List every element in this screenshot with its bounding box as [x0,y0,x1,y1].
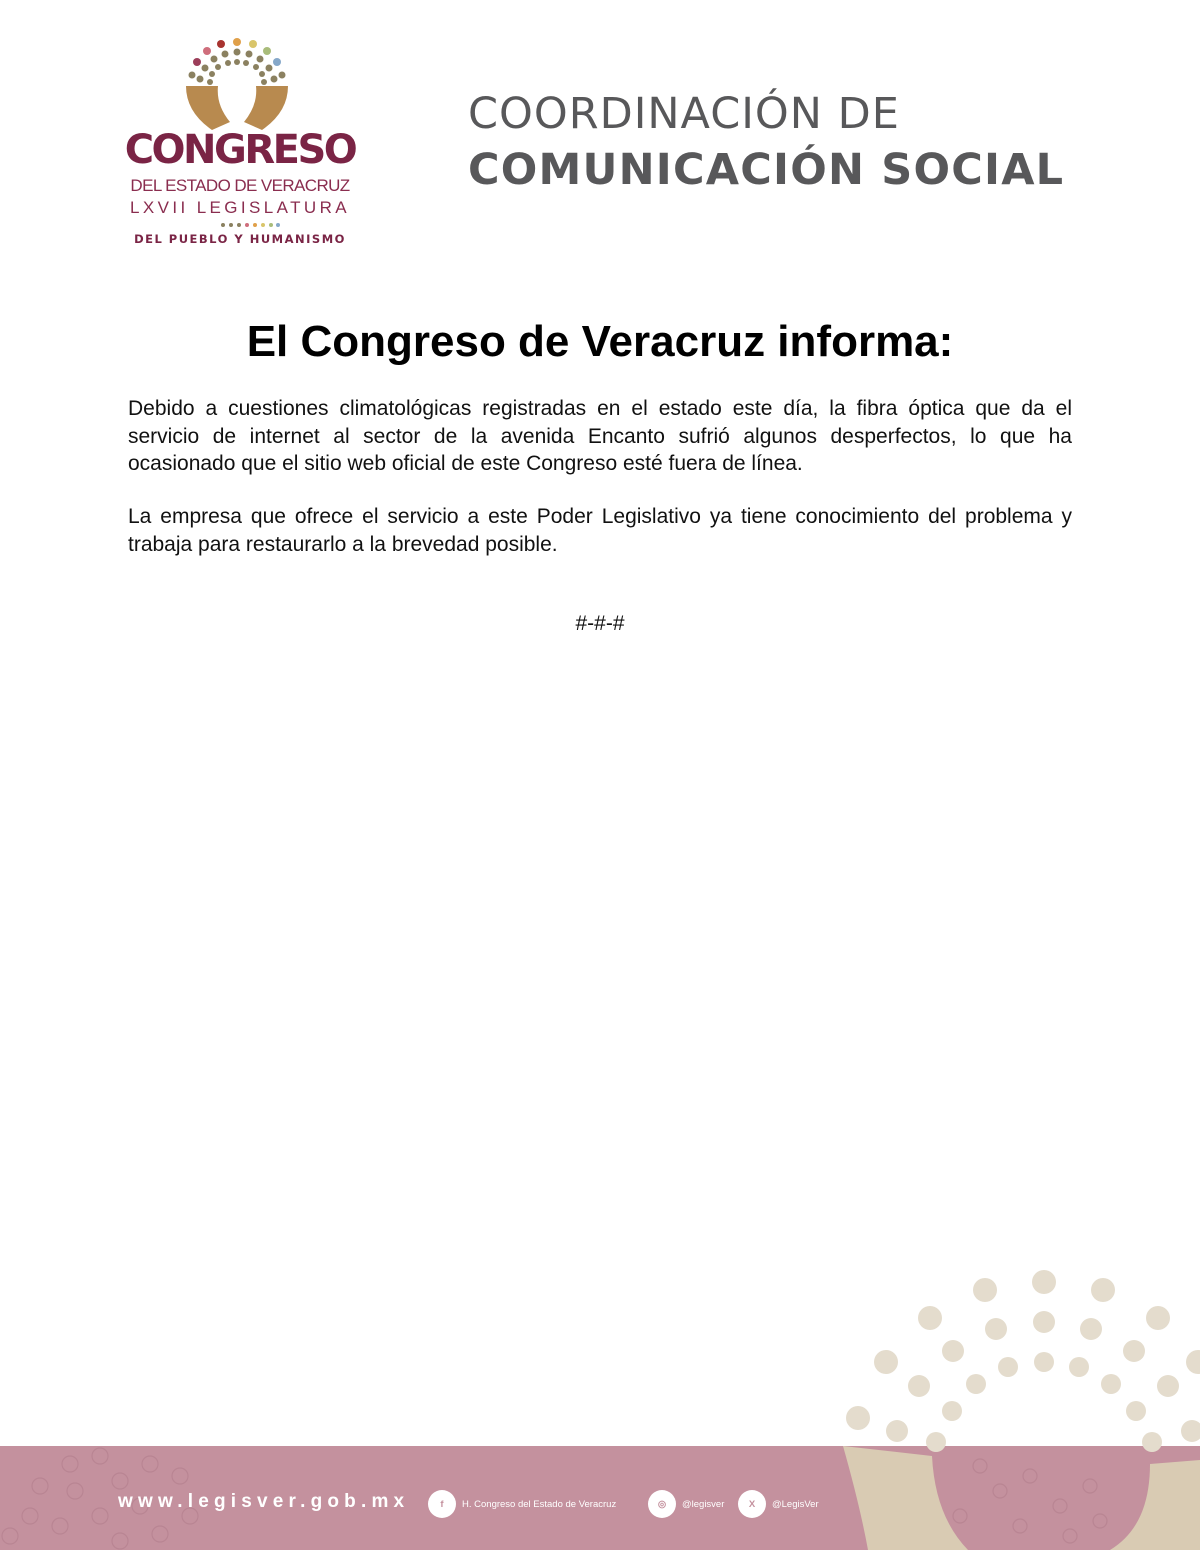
website-link[interactable]: www.legisver.gob.mx [118,1491,410,1512]
paragraph-1: Debido a cuestiones climatológicas registradas en el estado este día, la fibra óptica que da el servicio de internet al sector de la avenida Encanto sufrió algunos desperfectos, lo que ha ocasionado que el sitio web oficial de este Congreso esté fuera de línea. [128,397,1072,475]
paragraph-2: La empresa que ofrece el servicio a este Poder Legislativo ya tiene conocimiento del problema y trabaja para restaurarlo a la brevedad posible. [128,505,1072,556]
logo-dots-divider-icon [220,222,280,228]
x-icon: X [738,1490,766,1518]
facebook-icon: f [428,1490,456,1518]
facebook-link[interactable] [428,1489,616,1519]
document-title: El Congreso de Veracruz informa: [246,317,954,366]
logo-state-line: DEL ESTADO DE VERACRUZ [130,176,350,195]
department-line-2: COMUNICACIÓN SOCIAL [468,145,1065,195]
decorative-dots-icon [820,1260,1200,1553]
facebook-label: H. Congreso del Estado de Veracruz [462,1498,617,1510]
logo-legislature-line: LXVII LEGISLATURA [130,198,350,217]
instagram-link[interactable] [648,1489,724,1519]
end-mark: #-#-# [575,612,625,635]
congreso-logo [110,30,360,255]
x-label: @LegisVer [772,1498,819,1510]
x-link[interactable] [738,1489,819,1519]
department-line-1: COORDINACIÓN DE [468,89,900,139]
instagram-label: @legisver [682,1498,725,1510]
logo-motto: DEL PUEBLO Y HUMANISMO [134,232,346,246]
congreso-emblem-icon [172,30,302,130]
instagram-icon: ◎ [648,1490,676,1518]
department-heading [468,86,1064,198]
logo-wordmark: CONGRESO [124,127,356,173]
